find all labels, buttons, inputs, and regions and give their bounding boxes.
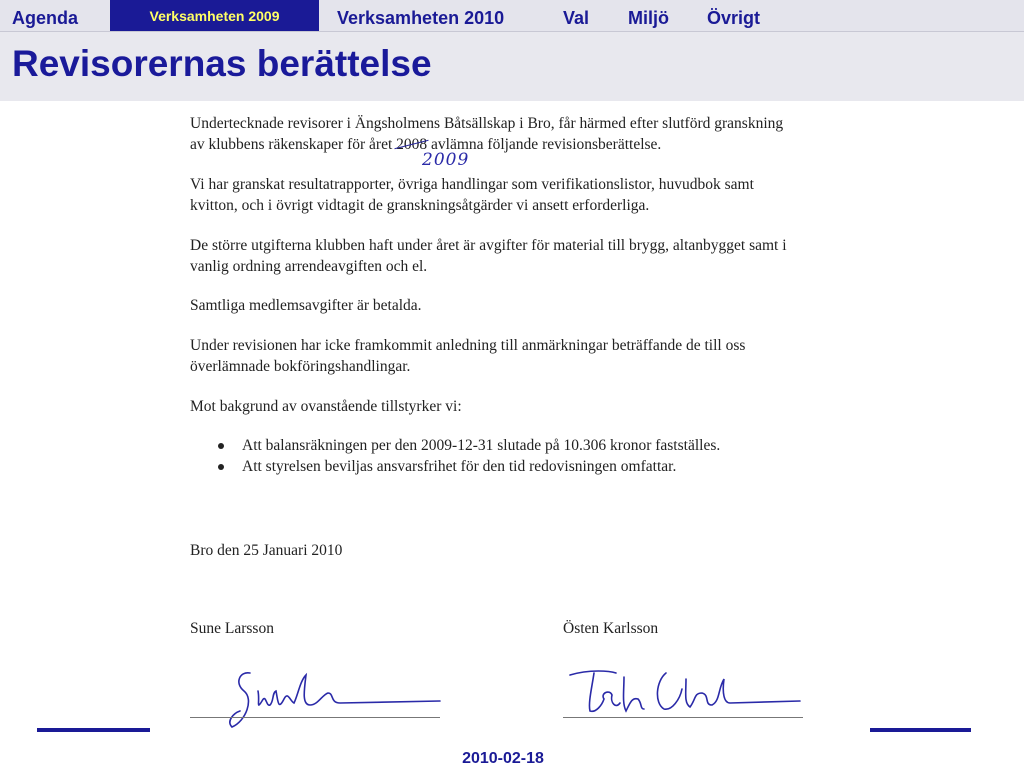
signer-2-name: Östen Karlsson [563,620,659,637]
signature-1 [210,661,450,731]
intro-line-1: Undertecknade revisorer i Ängsholmens Båtsällskap i Bro, får härmed efter slutförd granskning [190,115,784,132]
footer-date: 2010-02-18 [462,750,544,767]
footer-rule-left [37,728,150,732]
paragraph-3-line-1: De större utgifterna klubben haft under året är avgifter för material till brygg, altanbygget samt i [190,237,787,254]
scanned-document [150,101,870,731]
page-title: Revisorernas berättelse [12,43,432,84]
nav-item-verksamheten-2009[interactable]: Verksamheten 2009 [110,0,319,31]
list-item: Att styrelsen beviljas ansvarsfrihet för den tid redovisningen omfattar. [190,456,720,477]
paragraph-3-line-2: vanlig ordning arrendeavgiften och el. [190,258,428,275]
nav-item-ovrigt[interactable]: Övrigt [707,8,761,28]
paragraph-2 [190,174,870,216]
paragraph-3 [190,235,870,277]
handwritten-correction: 2009 [422,150,470,170]
nav-item-verksamheten-2010[interactable]: Verksamheten 2010 [337,8,505,28]
intro-line-2-end: avlämna följande revisionsberättelse. [427,136,662,153]
paragraph-5 [190,335,870,377]
footer-rule-right [870,728,971,732]
paragraph-5-line-2: överlämnade bokföringshandlingar. [190,358,411,375]
paragraph-4 [190,295,870,316]
intro-line-2 [190,134,870,155]
bullet-list [190,435,720,477]
signature-1-line [190,717,440,718]
intro-paragraph [190,113,870,155]
intro-line-2-start: av klubbens räkenskaper för året [190,136,397,153]
struck-year: 2008 [396,136,428,153]
signer-1-name: Sune Larsson [190,620,274,637]
paragraph-4-line: Samtliga medlemsavgifter är betalda. [190,297,422,314]
signature-2-line [563,717,803,718]
signature-2 [560,659,810,725]
paragraph-2-line-2: kvitton, och i övrigt vidtagit de granskningsåtgärder vi ansett erforderliga. [190,197,650,214]
nav-item-miljo[interactable]: Miljö [628,8,669,28]
place-date [190,540,870,561]
paragraph-2-line-1: Vi har granskat resultatrapporter, övriga handlingar som verifikationslistor, huvudbok samt [190,176,754,193]
paragraph-6 [190,396,870,417]
top-nav [0,0,1024,32]
paragraph-5-line-1: Under revisionen har icke framkommit anledning till anmärkningar beträffande de till oss [190,337,746,354]
nav-item-val[interactable]: Val [563,8,590,28]
nav-item-agenda[interactable]: Agenda [12,8,79,28]
paragraph-6-line: Mot bakgrund av ovanstående tillstyrker vi: [190,398,462,415]
place-date-line: Bro den 25 Januari 2010 [190,542,343,559]
list-item: Att balansräkningen per den 2009-12-31 slutade på 10.306 kronor fastställes. [190,435,720,456]
